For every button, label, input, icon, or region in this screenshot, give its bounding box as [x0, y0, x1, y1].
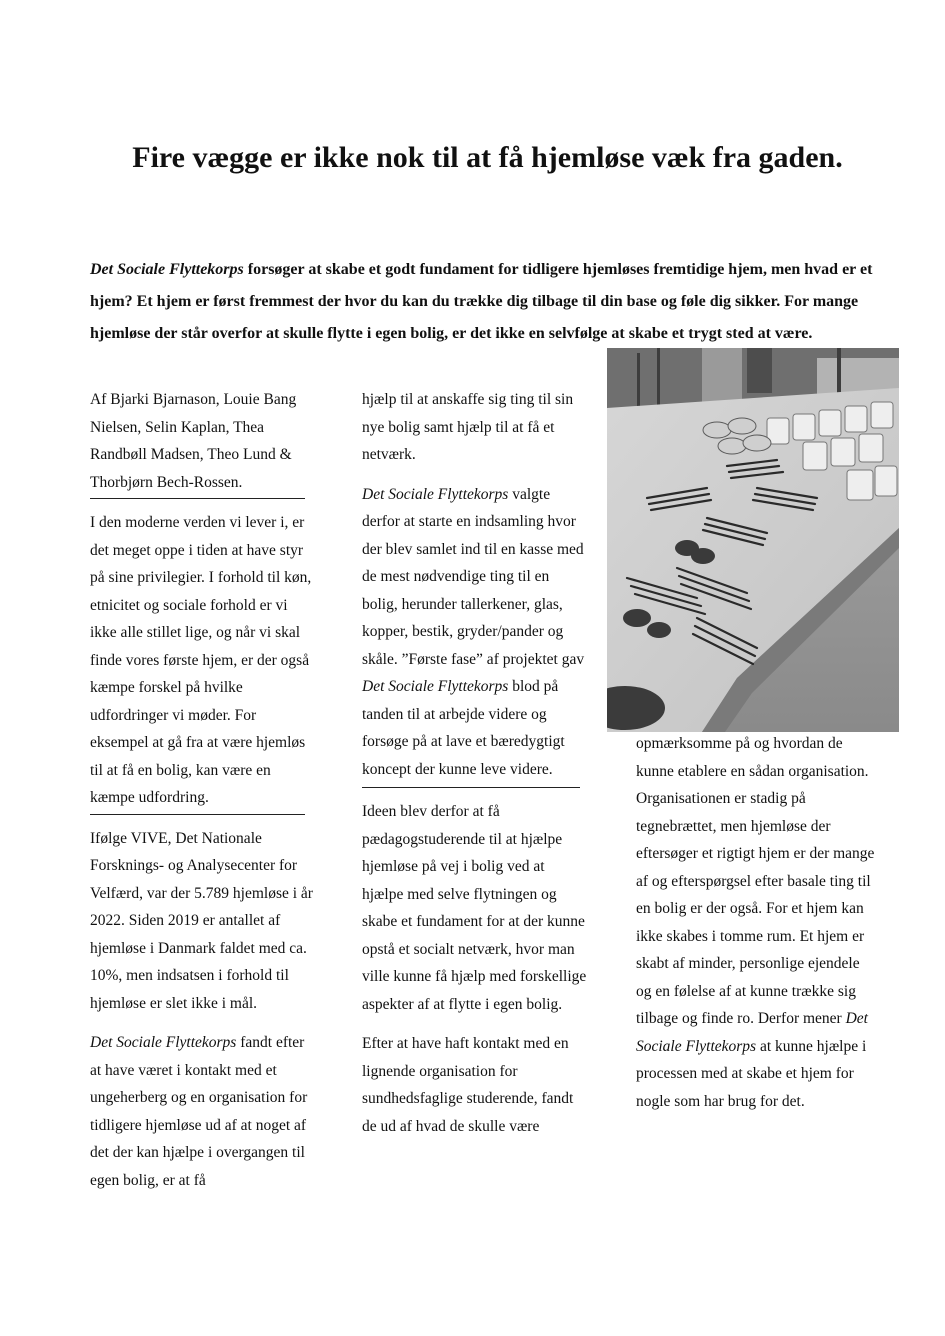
col2-org-name-2: Det Sociale Flyttekorps	[362, 678, 509, 695]
article-column-2	[362, 386, 587, 1140]
col2-paragraph-1: hjælp til at anskaffe sig ting til sin nye bolig samt hjælp til at få et netværk.	[362, 391, 574, 463]
lead-org-name: Det Sociale Flyttekorps	[90, 261, 244, 278]
col1-paragraph-2: Ifølge VIVE, Det Nationale Forsknings- og Analysecenter for Velfærd, var der 5.789 hjemløse i år 2022. Siden 2019 er antallet af hjemløse i Danmark faldet med ca. 10%, men indsatsen i forhold til hjemløse er slet ikke i mål.	[90, 829, 313, 1012]
col1-org-name: Det Sociale Flyttekorps	[90, 1034, 237, 1051]
photo-table-with-kitchenware	[607, 348, 899, 732]
col1-paragraph-1: I den moderne verden vi lever i, er det meget oppe i tiden at have styr på sine privilegier. I forhold til køn, etnicitet og sociale forhold er vi ikke alle stillet lige, og når vi skal finde vores første hjem, er der også kæmpe forskel på hvilke udfordringer vi møder. For eksempel at gå fra at være hjemløs til at få en bolig, kan være en kæmpe udfordring.	[90, 514, 312, 806]
col2-org-name: Det Sociale Flyttekorps	[362, 485, 509, 503]
col2-paragraph-2	[362, 481, 587, 784]
col3-org-name: Det Sociale Flyttekorps	[636, 1010, 868, 1055]
article-lead	[90, 254, 880, 350]
col3-paragraph-1-text-a: opmærksomme på og hvordan de kunne etablere en sådan organisation. Organisationen er stadig på tegnebrættet, men hjemløse der eftersøger et rigtigt hjem er der mange af og efterspørgsel efter basale ting til en bolig er der også. For et hjem kan ikke skabes i tomme rum. Et hjem er skabt af minder, personlige ejendele og en følelse af at kunne trække sig tilbage og finde ro. Derfor mener	[636, 735, 875, 1027]
byline-divider	[90, 498, 305, 499]
col3-paragraph-1	[636, 730, 876, 1115]
article-headline: Fire vægge er ikke nok til at få hjemløse væk fra gaden.	[132, 141, 843, 174]
lead-text: forsøger at skabe et godt fundament for tidligere hjemløses fremtidige hjem, men hvad er et hjem? Et hjem er først fremmest der hvor du kan du trække dig tilbage til din base og føle dig sikker. For mange hjemløse der står overfor at skulle flytte i egen bolig, er det ikke en selvfølge at skabe et trygt sted at være.	[90, 261, 873, 342]
article-column-3	[636, 730, 876, 1115]
col2-paragraph-2-text-b: blod på tanden til at arbejde videre og forsøge på at lave et bæredygtigt koncept der kunne leve videre.	[362, 678, 565, 778]
col2-paragraph-4: Efter at have haft kontakt med en lignende organisation for sundhedsfaglige studerende, fandt de ud af hvad de skulle være	[362, 1035, 574, 1135]
col3-paragraph-1-text-b: at kunne hjælpe i processen med at skabe et hjem for nogle som har brug for det.	[636, 1037, 867, 1110]
col2-divider	[362, 787, 580, 788]
col1-paragraph-3	[90, 1029, 315, 1194]
article-column-1	[90, 386, 315, 1194]
col2-paragraph-3: Ideen blev derfor at få pædagogstuderende til at hjælpe hjemløse på vej i bolig ved at hjælpe med selve flytningen og skabe et fundament for at der kunne opstå et socialt netværk, hvor man ville kunne få hjælp med forskellige aspekter af at flytte i egen bolig.	[362, 803, 587, 1013]
article-photo	[607, 348, 899, 732]
byline: Af Bjarki Bjarnason, Louie Bang Nielsen, Selin Kaplan, Thea Randbøll Madsen, Theo Lund & Thorbjørn Bech-Rossen.	[90, 391, 297, 491]
col1-divider	[90, 814, 305, 815]
col1-paragraph-3-text: fandt efter at have været i kontakt med et ungeherberg og en organisation for tidligere hjemløse ud af at noget af det der kan hjælpe i overgangen til egen bolig, er at få	[90, 1034, 308, 1189]
col2-paragraph-2-text-a: valgte derfor at starte en indsamling hvor der blev samlet ind til en kasse med de mest nødvendige ting til en bolig, herunder tallerkener, glas, kopper, bestik, gryder/pander og skåle. ”Første fase” af projektet gav	[362, 485, 585, 668]
